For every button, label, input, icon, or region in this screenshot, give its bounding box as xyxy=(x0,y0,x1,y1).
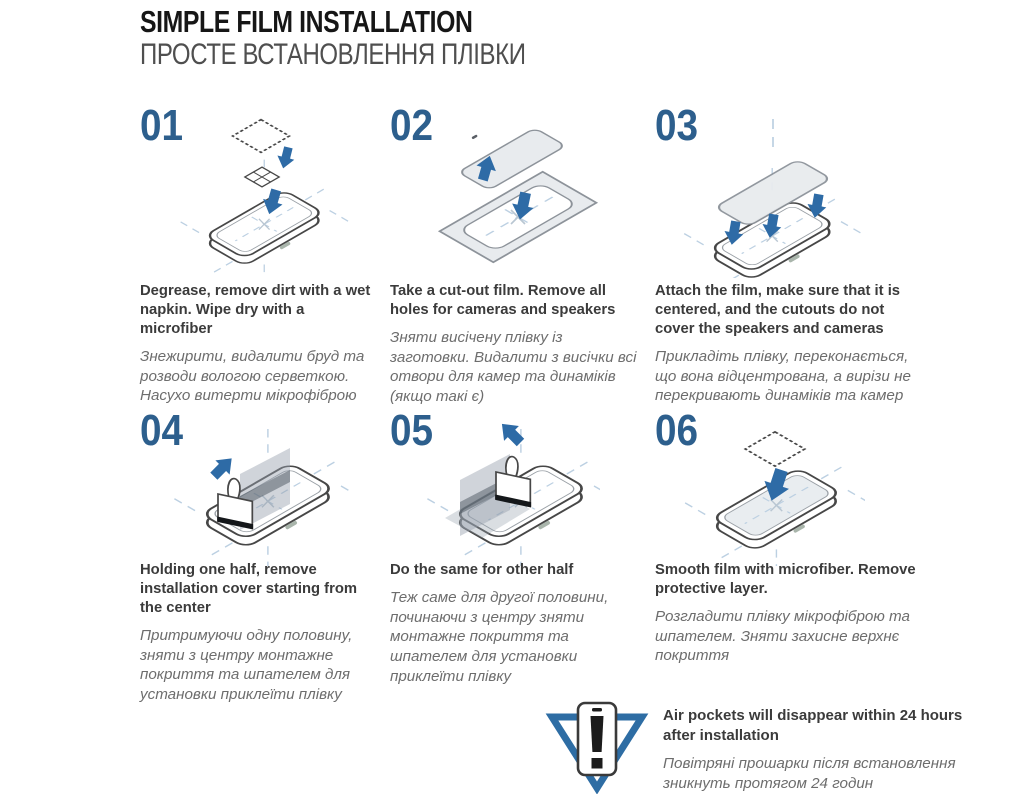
page-subtitle: ПРОСТЕ ВСТАНОВЛЕННЯ ПЛІВКИ xyxy=(140,38,526,72)
note-text-ua: Повітряні прошарки після встановлення зникнуть протягом 24 годин xyxy=(663,755,956,792)
phone-speaker-dash xyxy=(592,708,602,712)
exclamation-dot xyxy=(592,758,603,769)
header xyxy=(140,6,622,70)
page-title: SIMPLE FILM INSTALLATION xyxy=(140,4,473,39)
step-04-text-en: Holding one half, remove installation cover starting from the center xyxy=(140,562,358,616)
film-cutout-sheet-icon xyxy=(390,113,600,278)
step-05-number: 05 xyxy=(390,406,434,455)
step-03-number: 03 xyxy=(655,101,699,150)
step-05-text-ua: Теж саме для другої половини, починаючи з центру зняти монтажне покриття та шпателем для установки приклеїти плівку xyxy=(390,588,609,685)
microfiber-cloth-icon xyxy=(233,120,290,153)
step-06-text-ua: Розгладити плівку мікрофіброю та шпателем. Зняти захисне верхнє покриття xyxy=(655,607,910,665)
spatula-removing-cover-icon xyxy=(140,418,350,566)
napkin-cleaning-phone-icon xyxy=(140,113,350,278)
step-04-text-ua: Притримуючи одну половину, зняти з центру монтажне покриття та шпателем для установки приклеїти плівку xyxy=(140,626,353,704)
arrow-down-icon xyxy=(275,145,297,170)
warning-phone-triangle-icon xyxy=(545,700,649,794)
wet-napkin-icon xyxy=(245,167,279,187)
step-01-text-en: Degrease, remove dirt with a wet napkin. Wipe dry with a microfiber xyxy=(140,283,371,337)
step-02-number: 02 xyxy=(390,101,434,150)
step-02-texts xyxy=(390,282,642,407)
step-04-number: 04 xyxy=(140,406,184,455)
step-02-illustration-wrap xyxy=(390,113,600,278)
step-01-texts xyxy=(140,282,378,406)
step-05-illustration-wrap xyxy=(390,418,600,566)
cutout-template-icon xyxy=(440,172,597,263)
step-01-text-ua: Знежирити, видалити бруд та розводи вологою серветкою. Насухо витерти мікрофіброю xyxy=(140,347,365,405)
spatula-removing-cover-icon xyxy=(390,418,600,566)
step-06-texts xyxy=(655,561,917,666)
step-01-illustration-wrap xyxy=(140,113,350,278)
step-05-texts xyxy=(390,561,642,687)
step-03-illustration-wrap xyxy=(655,113,865,278)
microfiber-cloth-icon xyxy=(745,432,804,466)
step-05-text-en: Do the same for other half xyxy=(390,562,574,578)
step-01-number: 01 xyxy=(140,101,184,150)
step-06-number: 06 xyxy=(655,406,699,455)
step-04-texts xyxy=(140,561,378,705)
step-02-text-en: Take a cut-out film. Remove all holes for cameras and speakers xyxy=(390,283,616,318)
step-03-text-en: Attach the film, make sure that it is centered, and the cutouts do not cover the speakers and cameras xyxy=(655,283,901,337)
step-06-illustration-wrap xyxy=(655,418,865,566)
smoothing-film-with-cloth-icon xyxy=(655,418,865,566)
film-lowered-onto-phone-icon xyxy=(655,113,865,278)
step-06-text-en: Smooth film with microfiber. Remove protective layer. xyxy=(655,562,916,597)
step-03-text-ua: Прикладіть плівку, переконається, що вона відцентрована, а вирізи не перекривають динаміків та камер xyxy=(655,347,911,405)
step-02-text-ua: Зняти висічену плівку із заготовки. Видалити з висічки всі отвори для камер та динаміків (якщо такі є) xyxy=(390,328,637,406)
step-03-texts xyxy=(655,282,917,406)
arrow-up-left-icon xyxy=(494,418,527,450)
exclamation-bar xyxy=(591,716,604,752)
step-04-illustration-wrap xyxy=(140,418,350,566)
air-pockets-note xyxy=(545,700,998,794)
note-texts xyxy=(663,700,998,794)
note-text-en: Air pockets will disappear within 24 hours after installation xyxy=(663,707,963,744)
